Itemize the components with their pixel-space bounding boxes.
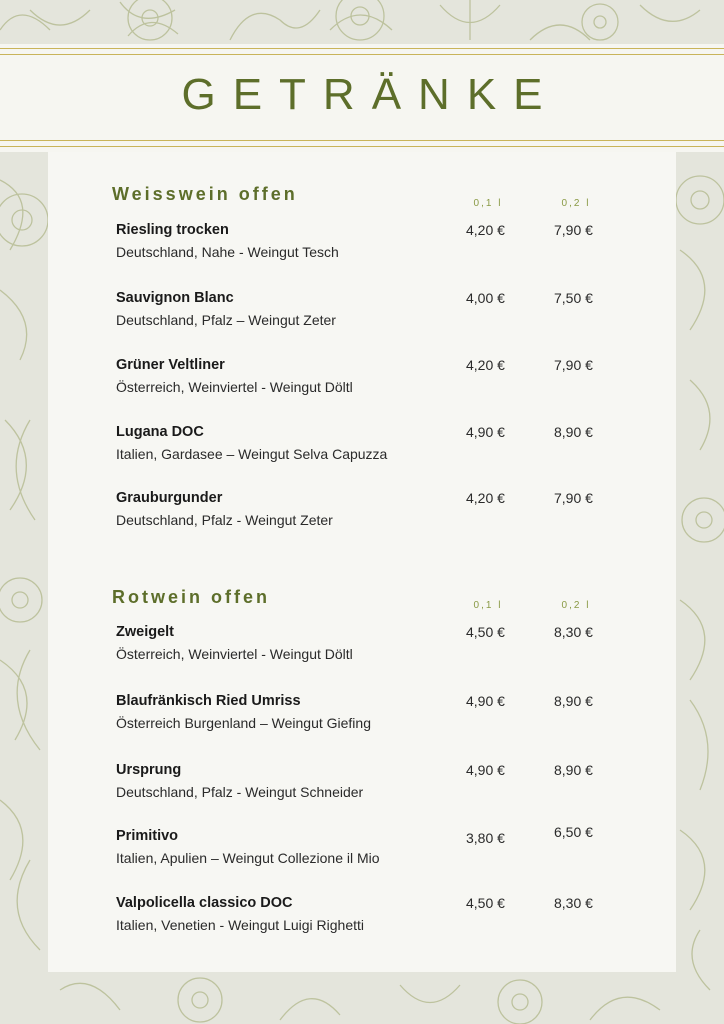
item-price-small: 3,80 € bbox=[466, 830, 505, 846]
menu-card bbox=[48, 152, 676, 972]
menu-item bbox=[116, 624, 656, 672]
menu-item bbox=[116, 490, 656, 538]
gold-rule bbox=[0, 54, 724, 55]
size-label-large: 0,2 l bbox=[561, 600, 591, 611]
item-price-small: 4,00 € bbox=[466, 290, 505, 306]
item-origin: Italien, Apulien – Weingut Collezione il Mio bbox=[116, 850, 380, 866]
item-name: Grauburgunder bbox=[116, 490, 223, 506]
item-price-small: 4,20 € bbox=[466, 490, 505, 506]
size-label-small: 0,1 l bbox=[473, 600, 503, 611]
item-name: Primitivo bbox=[116, 828, 179, 844]
menu-item bbox=[116, 357, 656, 405]
section-title-weisswein: Weisswein offen bbox=[112, 184, 298, 204]
menu-item bbox=[116, 290, 656, 338]
item-name: Sauvignon Blanc bbox=[116, 290, 234, 306]
item-name: Grüner Veltliner bbox=[116, 357, 225, 373]
item-price-large: 6,50 € bbox=[554, 824, 593, 840]
menu-item bbox=[116, 762, 656, 810]
item-name: Blaufränkisch Ried Umriss bbox=[116, 693, 301, 709]
item-name: Lugana DOC bbox=[116, 424, 204, 440]
item-price-small: 4,20 € bbox=[466, 357, 505, 373]
item-price-small: 4,90 € bbox=[466, 693, 505, 709]
item-price-small: 4,20 € bbox=[466, 222, 505, 238]
item-price-large: 8,90 € bbox=[554, 693, 593, 709]
item-name: Zweigelt bbox=[116, 624, 175, 640]
item-price-small: 4,90 € bbox=[466, 762, 505, 778]
item-price-large: 7,90 € bbox=[554, 490, 593, 506]
item-name: Riesling trocken bbox=[116, 222, 229, 238]
item-origin: Italien, Venetien - Weingut Luigi Righetti bbox=[116, 917, 365, 933]
size-label-large: 0,2 l bbox=[561, 198, 591, 209]
item-origin: Österreich, Weinviertel - Weingut Döltl bbox=[116, 646, 353, 662]
menu-item bbox=[116, 424, 656, 472]
item-origin: Österreich Burgenland – Weingut Giefing bbox=[116, 715, 371, 731]
item-origin: Österreich, Weinviertel - Weingut Döltl bbox=[116, 379, 353, 395]
page-title: GETRÄNKE bbox=[181, 70, 560, 119]
gold-rule bbox=[0, 140, 724, 141]
item-origin: Deutschland, Nahe - Weingut Tesch bbox=[116, 244, 339, 260]
menu-item bbox=[116, 824, 656, 876]
item-name: Ursprung bbox=[116, 762, 182, 778]
item-price-small: 4,90 € bbox=[466, 424, 505, 440]
item-price-large: 8,30 € bbox=[554, 624, 593, 640]
menu-item bbox=[116, 895, 656, 943]
item-price-small: 4,50 € bbox=[466, 624, 505, 640]
item-price-small: 4,50 € bbox=[466, 895, 505, 911]
size-label-small: 0,1 l bbox=[473, 198, 503, 209]
gold-rule bbox=[0, 146, 724, 147]
item-origin: Deutschland, Pfalz – Weingut Zeter bbox=[116, 312, 336, 328]
item-price-large: 8,30 € bbox=[554, 895, 593, 911]
header-banner bbox=[0, 44, 724, 152]
item-origin: Deutschland, Pfalz - Weingut Zeter bbox=[116, 512, 333, 528]
menu-item bbox=[116, 693, 656, 741]
section-title-rotwein: Rotwein offen bbox=[112, 587, 270, 607]
item-price-large: 7,90 € bbox=[554, 357, 593, 373]
item-name: Valpolicella classico DOC bbox=[116, 895, 293, 911]
item-price-large: 7,90 € bbox=[554, 222, 593, 238]
item-price-large: 8,90 € bbox=[554, 762, 593, 778]
item-price-large: 8,90 € bbox=[554, 424, 593, 440]
menu-item bbox=[116, 222, 656, 270]
gold-rule bbox=[0, 48, 724, 49]
item-origin: Deutschland, Pfalz - Weingut Schneider bbox=[116, 784, 364, 800]
item-origin: Italien, Gardasee – Weingut Selva Capuzza bbox=[116, 446, 388, 462]
item-price-large: 7,50 € bbox=[554, 290, 593, 306]
